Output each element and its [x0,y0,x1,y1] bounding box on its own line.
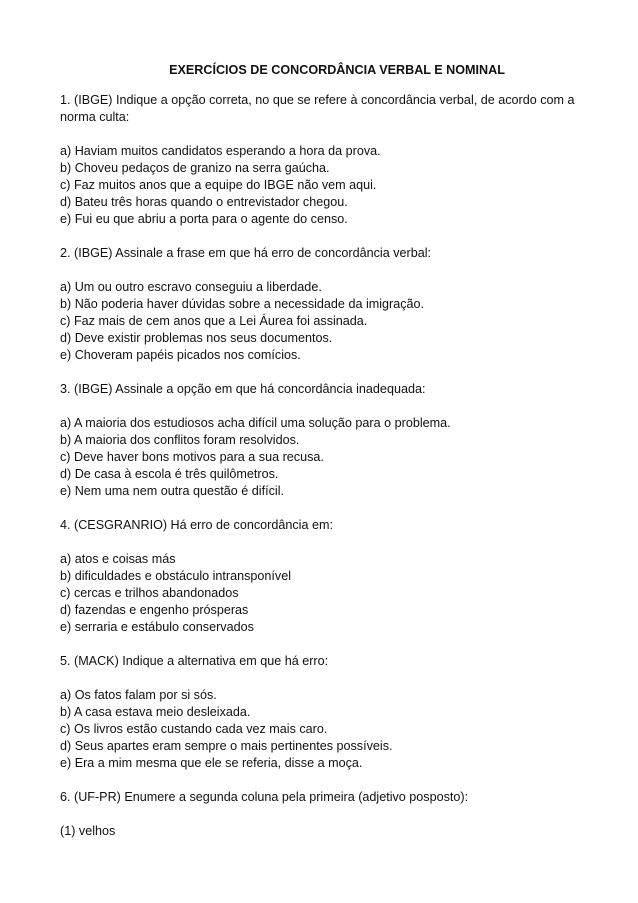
option-item: a) A maioria dos estudiosos acha difícil uma solução para o problema. [60,416,451,430]
option-item: b) dificuldades e obstáculo intransponível [60,569,292,583]
option-list [60,551,586,636]
option-item: b) Choveu pedaços de granizo na serra gaúcha. [60,161,330,175]
option-item: e) Choveram papéis picados nos comícios. [60,348,301,362]
option-item: a) Os fatos falam por si sós. [60,688,217,702]
option-item: e) Fui eu que abriu a porta para o agente do censo. [60,212,348,226]
option-list [60,823,586,840]
option-item: c) Deve haver bons motivos para a sua recusa. [60,450,324,464]
option-item: e) serraria e estábulo conservados [60,620,254,634]
document-title: EXERCÍCIOS DE CONCORDÂNCIA VERBAL E NOMINAL [169,63,505,77]
document-page [60,62,586,857]
option-item: a) atos e coisas más [60,552,176,566]
option-list [60,279,586,364]
option-item: d) De casa à escola é três quilômetros. [60,467,279,481]
question-text: 3. (IBGE) Assinale a opção em que há concordância inadequada: [60,382,426,396]
option-item: c) Os livros estão custando cada vez mais caro. [60,722,328,736]
option-item: e) Era a mim mesma que ele se referia, disse a moça. [60,756,363,770]
question-6 [60,789,586,840]
option-item: a) Um ou outro escravo conseguiu a liberdade. [60,280,322,294]
option-list [60,687,586,772]
option-item: b) Não poderia haver dúvidas sobre a necessidade da imigração. [60,297,425,311]
question-5 [60,653,586,772]
option-item: d) Seus apartes eram sempre o mais pertinentes possíveis. [60,739,393,753]
option-item: (1) velhos [60,824,116,838]
option-item: d) fazendas e engenho prósperas [60,603,249,617]
question-text: 2. (IBGE) Assinale a frase em que há erro de concordância verbal: [60,246,432,260]
question-text: 4. (CESGRANRIO) Há erro de concordância em: [60,518,333,532]
option-list [60,143,586,228]
option-item: b) A casa estava meio desleixada. [60,705,251,719]
option-item: d) Deve existir problemas nos seus documentos. [60,331,333,345]
option-item: b) A maioria dos conflitos foram resolvidos. [60,433,300,447]
option-item: c) Faz mais de cem anos que a Lei Áurea foi assinada. [60,314,368,328]
question-3 [60,381,586,500]
option-item: e) Nem uma nem outra questão é difícil. [60,484,284,498]
option-item: c) Faz muitos anos que a equipe do IBGE não vem aqui. [60,178,377,192]
option-list [60,415,586,500]
question-text: 6. (UF-PR) Enumere a segunda coluna pela primeira (adjetivo posposto): [60,790,469,804]
question-text: 5. (MACK) Indique a alternativa em que há erro: [60,654,329,668]
option-item: c) cercas e trilhos abandonados [60,586,239,600]
question-text: 1. (IBGE) Indique a opção correta, no que se refere à concordância verbal, de acordo com a norma culta: [60,93,575,124]
option-item: a) Haviam muitos candidatos esperando a hora da prova. [60,144,381,158]
question-1 [60,92,586,228]
question-4 [60,517,586,636]
option-item: d) Bateu três horas quando o entrevistador chegou. [60,195,348,209]
question-2 [60,245,586,364]
